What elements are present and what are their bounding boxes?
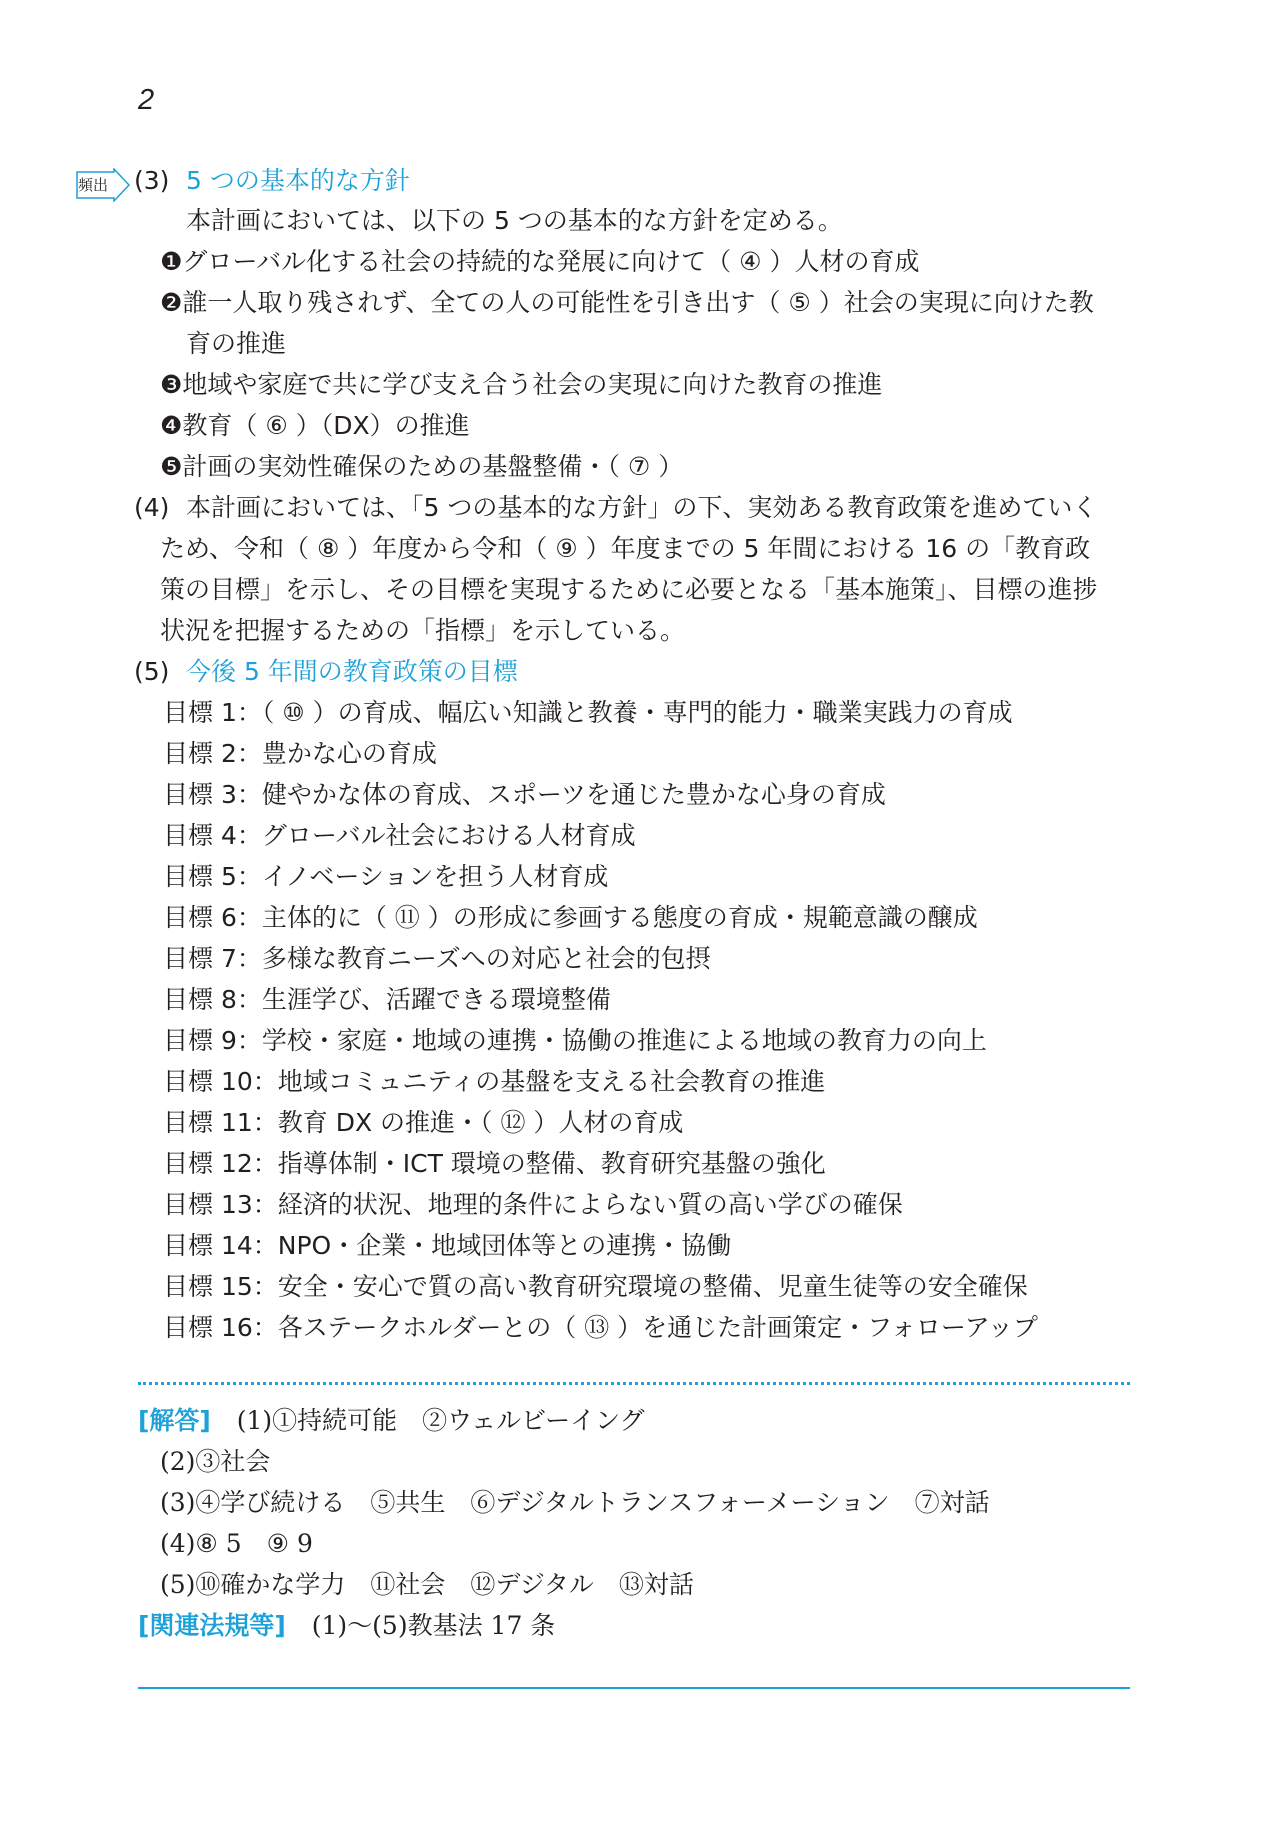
goal-item: 目標 3：健やかな体の育成、スポーツを通じた豊かな心身の育成 — [163, 780, 886, 809]
badge-label: 頻出 — [78, 176, 109, 194]
goal-item: 目標 2：豊かな心の育成 — [163, 739, 437, 768]
answer-line: (2)③社会 — [160, 1447, 271, 1476]
goal-item: 目標 8：生涯学び、活躍できる環境整備 — [163, 985, 611, 1014]
page-number: 2 — [138, 84, 155, 116]
policy-item: ❷誰一人取り残されず、全ての人の可能性を引き出す（ ⑤ ）社会の実現に向けた教 — [160, 288, 1094, 317]
section5-heading: 今後 5 年間の教育政策の目標 — [186, 657, 518, 686]
goal-item: 目標 16：各ステークホルダーとの（ ⑬ ）を通じた計画策定・フォローアップ — [163, 1313, 1038, 1342]
goal-item: 目標 4：グローバル社会における人材育成 — [163, 821, 636, 850]
goal-item: 目標 14：NPO・企業・地域団体等との連携・協働 — [163, 1231, 732, 1260]
section3-number: (3) — [134, 166, 170, 195]
goal-item: 目標 12：指導体制・ICT 環境の整備、教育研究基盤の強化 — [163, 1149, 826, 1178]
related-text: (1)〜(5)教基法 17 条 — [311, 1611, 556, 1640]
goal-item: 目標 5：イノベーションを担う人材育成 — [163, 862, 609, 891]
frequent-badge — [76, 168, 130, 202]
section4-line: ため、令和（ ⑧ ）年度から令和（ ⑨ ）年度までの 5 年間における 16 の「教育政 — [160, 534, 1091, 563]
goal-item: 目標 11：教育 DX の推進・（ ⑫ ）人材の育成 — [163, 1108, 684, 1137]
answer-line: (4)⑧ 5 ⑨ 9 — [160, 1529, 313, 1558]
section4-line: 策の目標」を示し、その目標を実現するために必要となる「基本施策」、目標の進捗 — [160, 575, 1098, 604]
goal-item: 目標 7：多様な教育ニーズへの対応と社会的包摂 — [163, 944, 711, 973]
related-laws — [138, 1610, 555, 1642]
section5-number: (5) — [134, 657, 170, 686]
policy-item: ❸地域や家庭で共に学び支え合う社会の実現に向けた教育の推進 — [160, 370, 883, 399]
policy-item: ❶グローバル化する社会の持続的な発展に向けて（ ④ ）人材の育成 — [160, 247, 920, 276]
goal-item: 目標 9：学校・家庭・地域の連携・協働の推進による地域の教育力の向上 — [163, 1026, 987, 1055]
bottom-rule — [138, 1687, 1130, 1689]
policy-item: ❹教育（ ⑥ ）（DX）の推進 — [160, 411, 470, 440]
goal-item: 目標 13：経済的状況、地理的条件によらない質の高い学びの確保 — [163, 1190, 903, 1219]
dotted-divider — [138, 1382, 1130, 1385]
related-label: [関連法規等] — [138, 1611, 286, 1640]
section3-heading: 5 つの基本的な方針 — [186, 166, 410, 195]
section4-line: 状況を把握するための「指標」を示している。 — [160, 616, 686, 645]
policy-item: ❺計画の実効性確保のための基盤整備・（ ⑦ ） — [160, 452, 684, 481]
goal-item: 目標 10：地域コミュニティの基盤を支える社会教育の推進 — [163, 1067, 826, 1096]
goal-item: 目標 1：（ ⑩ ）の育成、幅広い知識と教養・専門的能力・職業実践力の育成 — [163, 698, 1013, 727]
goal-item: 目標 15：安全・安心で質の高い教育研究環境の整備、児童生徒等の安全確保 — [163, 1272, 1028, 1301]
answer-line: (1)①持続可能 ②ウェルビーイング — [236, 1406, 645, 1435]
section4-line: 本計画においては、「5 つの基本的な方針」の下、実効ある教育政策を進めていく — [186, 493, 1098, 522]
answer-line: (3)④学び続ける ⑤共生 ⑥デジタルトランスフォーメーション ⑦対話 — [160, 1488, 990, 1517]
goal-item: 目標 6：主体的に（ ⑪ ）の形成に参画する態度の育成・規範意識の醸成 — [163, 903, 978, 932]
policy-item-continuation: 育の推進 — [186, 329, 287, 358]
section4-number: (4) — [134, 493, 170, 522]
answers-label: [解答] — [138, 1406, 211, 1435]
answers-block — [138, 1405, 645, 1437]
section3-intro: 本計画においては、以下の 5 つの基本的な方針を定める。 — [186, 206, 843, 235]
answer-line: (5)⑩確かな学力 ⑪社会 ⑫デジタル ⑬対話 — [160, 1570, 694, 1599]
